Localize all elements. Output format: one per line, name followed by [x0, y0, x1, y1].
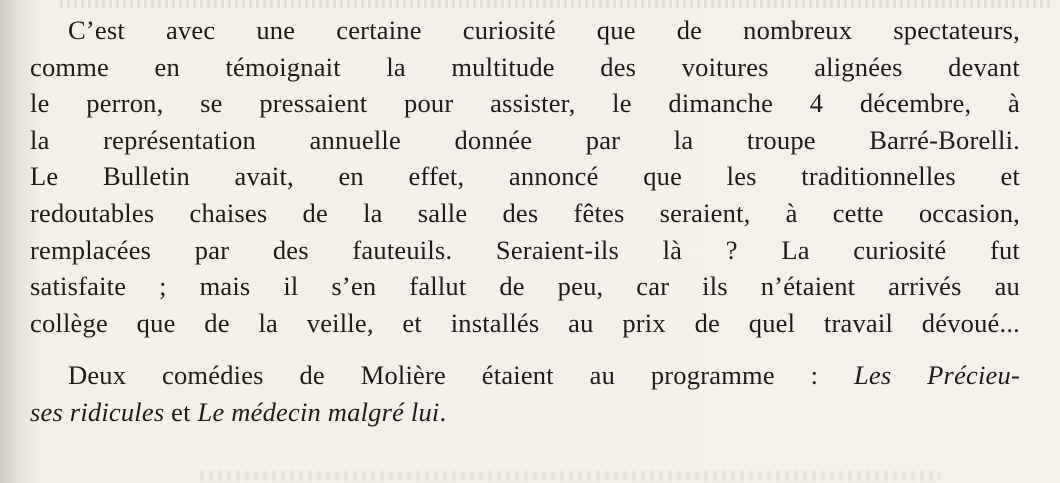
- text-line: satisfaite ; mais il s’en fallut de peu, car ils n’étaient arrivés au: [30, 271, 1020, 302]
- text-line: comme en témoignait la multitude des voitures alignées devant: [30, 51, 1020, 82]
- text-line: remplacées par des fauteuils. Seraient-ils là ? La curiosité fut: [30, 234, 1020, 265]
- paragraph-2: [30, 357, 1020, 430]
- text-body: [30, 12, 1020, 431]
- text-run: et: [164, 396, 198, 427]
- text-line: C’est avec une certaine curiosité que de nombreux spectateurs,: [68, 15, 1020, 45]
- italic-title: ses ridicules: [30, 396, 165, 427]
- italic-title: Les Précieu-: [853, 360, 1020, 391]
- text-line: la représentation annuelle donnée par la troupe Barré-Borelli.: [30, 124, 1020, 155]
- paragraph-1: [30, 12, 1020, 341]
- bleed-through-bottom: [200, 471, 940, 481]
- bleed-through-top: [60, 0, 1050, 8]
- text-run: Deux comédies de Molière étaient au programme :: [68, 360, 854, 391]
- text-run: .: [439, 396, 447, 427]
- text-line: Le Bulletin avait, en effet, annoncé que les traditionnelles et: [30, 161, 1020, 192]
- italic-title: Le médecin malgré lui: [197, 396, 440, 427]
- text-line: [30, 394, 1020, 431]
- paragraph-gap: [30, 341, 1020, 357]
- text-line: collège que de la veille, et installés au prix de quel travail dévoué...: [30, 307, 1020, 338]
- text-line: redoutables chaises de la salle des fêtes seraient, à cette occasion,: [30, 197, 1020, 228]
- text-line: le perron, se pressaient pour assister, le dimanche 4 décembre, à: [30, 88, 1020, 119]
- text-line: [30, 357, 1020, 394]
